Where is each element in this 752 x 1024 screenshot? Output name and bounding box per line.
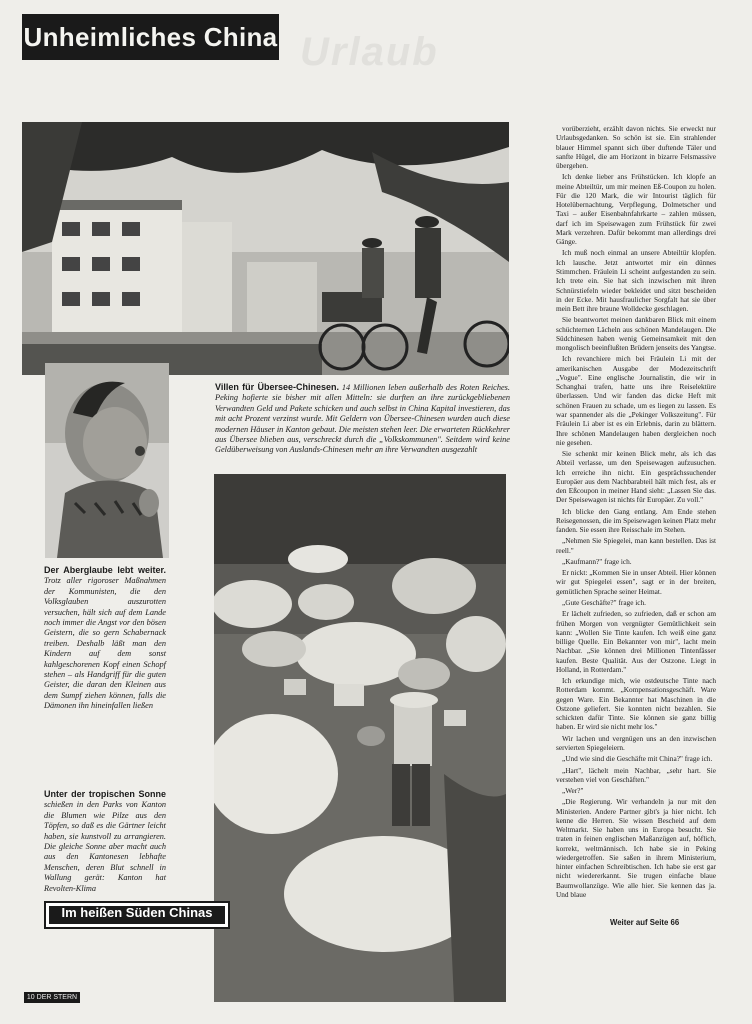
subheading-box [44, 901, 230, 929]
villas-photo [22, 122, 509, 375]
article-paragraph: „Nehmen Sie Spiegelei, man kann bestellen. Das ist reell." [556, 536, 716, 555]
article-paragraph: Sie schenkt mir keinen Blick mehr, als ich das Abteil verlasse, um den Speisewagen aufzusuchen. Ich erreiche ihn nicht. Ein gesprächssuchender Europäer aus dem Nachbarabteil hält mich fest, als er den Eßcoupon in meiner Hand sieht: „Lassen Sie das. Der Speisewagen ist nichts für Europäer. Zu voll." [556, 449, 716, 505]
page-footer: 10 DER STERN [24, 992, 80, 1003]
page-title: Unheimliches China [22, 14, 279, 60]
article-paragraph: Ich blicke den Gang entlang. Am Ende stehen Reisegenossen, die im Speisewagen keinen Platz mehr fanden. Sie essen ihre Reisschale im Stehen. [556, 506, 716, 535]
article-paragraph: „Gute Geschäfte?" frage ich. [562, 598, 647, 608]
flowers-caption-body: schießen in den Parks von Kanton die Blumen wie Pilze aus den Töpfen, so daß es die Gärtner leicht haben, sie kunstvoll zu arrangieren. Die gleiche Sonne aber macht auch aus den Kantonesen lebhafte Menschen, deren Blut schnell in Wallung gerät: Kanton hat Revolten-Klima [44, 800, 166, 893]
villas-caption-lead: Villen für Übersee-Chinesen. [215, 382, 339, 392]
article-paragraph: Er lächelt zufrieden, so zufrieden, daß er schon am frühen Morgen von vergnügter Gemütlichkeit sein kann: „Wollen Sie Tinte kaufen. Ich weiß eine ganz billige Quelle. Ein Bekannter von mir", lacht mein Nachbar. „Sie können drei Millionen Tintenfässer kaufen. Beste Qualität. Aus der Ostzone. Liegt in Holland, in Rotterdam." [556, 609, 716, 674]
child-caption-body: Trotz aller rigoroser Maßnahmen der Kommunisten, die den Volksglauben auszurotten versuchen, hält sich auf dem Lande noch immer die Angst vor den bösen Geistern, die so gern Schabernack treiben. Deshalb läßt man den Kindern auf dem sonst kahlgeschorenen Kopf einen Schopf stehen – als Handgriff für die guten Geister, die daran den Kleinen aus dem Sumpf ziehen können, falls die Dämonen ihn hineinfallen ließen [44, 576, 166, 711]
article-paragraph: „Kaufmann?" frage ich. [562, 556, 632, 566]
article-paragraph: Wir lachen und vergnügen uns an den inzwischen servierten Spiegeleiern. [556, 733, 716, 752]
villas-caption [215, 382, 510, 456]
article-paragraph: „Und wie sind die Geschäfte mit China?" frage ich. [562, 754, 713, 764]
article-paragraph: „Die Regierung. Wir verhandeln ja nur mit den Ministerien. Andere Partner gibt's ja hier nicht. Ich kenne die Herren. Sie wissen Bescheid auf dem Weltmarkt. Sie haben uns in Europa besucht. Sie traten in feinen englischen Maßanzügen auf, höflich, korrekt, weltmännisch. Ich habe sie in Peking wiedergetroffen. Sie saßen in ihrem Ministerium, hinter einfachen Schreibtischen. Ich habe sie erst gar nicht wiedererkannt. Sie trugen einfache blaue Baumwollanzüge. Wie alle hier. Sie kennen das ja. Und blaue [556, 797, 716, 899]
subheading: Im heißen Süden Chinas [49, 906, 225, 924]
article-paragraph: Ich revanchiere mich bei Fräulein Li mit der amerikanischen Ausgabe der Modezeitschrift „Vogue". Eine englische Journalistin, die wir in Schanghai trafen, hatte uns ihre Reiselektüre überlassen. Und wir fanden das dicke Heft mit schönen Frauen zu schade, um es liegen zu lassen. Es war spannender als die „Pekinger Volkszeitung". Für Fräulein Li aber ist es ein Erlebnis, darin zu blättern. Ihre schönen Mandelaugen haben dergleichen noch nie gesehen. [556, 354, 716, 447]
article-paragraph: Ich muß noch einmal an unsere Abteiltür klopfen. Ich lausche. Jetzt antwortet mir ein dünnes Stimmchen. Fräulein Li scheint aufgestanden zu sein. Ich trete ein. Sie hat sich inzwischen mit ihren Schnürstiefeln wieder bekleidet und sitzt bescheiden in der Ecke. Mit hausfraulicher Sorgfalt hat sie über mein Bett ihre braune Wolldecke geschlagen. [556, 248, 716, 314]
child-photo [45, 363, 169, 558]
child-caption-lead: Der Aberglaube lebt weiter. [44, 565, 166, 575]
article-paragraph: Sie beantwortet meinen dankbaren Blick mit einem schüchternen Lächeln aus schönen Mandelaugen. Die Südchinesen haben wenig Gemeinsamkeit mit den mongolisch beeinflußten Brüdern jenseits des Yangtse. [556, 315, 716, 353]
continued-note: Weiter auf Seite 66 [610, 918, 680, 927]
flowers-caption-lead: Unter der tropischen Sonne [44, 789, 166, 799]
villas-caption-body: 14 Millionen leben außerhalb des Roten Reiches. Peking hofierte sie bisher mit allen Mitteln: sie durften an ihre zurückgebliebenen Verwandten Geld und Pakete schicken und auch selbst in China Kapital investieren, das mit acht Prozent verzinst wurde. Mit Geldern von Übersee-Chinesen wurden auch diese modernen Häuser in Kanton gebaut. Die meisten stehen leer. Die erwarteten Rückkehrer aus Übersee blieben aus, verschreckt durch die „Volkskommunen". Seitdem wird keine Geldüberweisung von Auslands-Chinesen mehr an ihre Verwandten ausgezahlt [215, 383, 510, 455]
child-caption [44, 565, 166, 712]
ghost-headline: Urlaub [300, 30, 439, 74]
article-column [556, 124, 716, 901]
flowers-caption [44, 789, 166, 894]
article-paragraph: Er nickt: „Kommen Sie in unser Abteil. Hier können wir gut Spiegelei essen", sagt er in der breiten, gemütlichen Sprache seiner Heimat. [556, 568, 716, 596]
flowers-photo [214, 474, 506, 1002]
article-paragraph: „Wer?" [562, 786, 584, 796]
article-paragraph: Ich erkundige mich, wie ostdeutsche Tinte nach Rotterdam kommt. „Kompensationsgeschäft. Ware gegen Ware. Ein Bekannter hat Maschinen in die Ostzone geliefert. Sie konnten nicht bezahlen. Sie schickten dafür Tinte. Sie können sie ganz billig haben. Er wird sie nicht mehr los." [556, 676, 716, 732]
article-paragraph: Ich denke lieber ans Frühstücken. Ich klopfe an meine Abteiltür, um mir meinen Eß-Coupon zu holen. Für die 120 Mark, die wir Intourist täglich für Hotelübernachtung, Verpflegung, Dolmetscher und Taxi – außer Eisenbahnfahrkarte – zahlen müssen, darf ich im Speisewagen zum Frühstück für zwei Mark verzehren. Dafür bekommt man allerdings drei Gänge. [556, 172, 716, 247]
article-paragraph: „Hart", lächelt mein Nachbar, „sehr hart. Sie verstehen viel von Geschäften." [556, 765, 716, 784]
article-paragraph: vorüberzieht, erzählt davon nichts. Sie erweckt nur Urlaubsgedanken. So schön ist sie. Ein strahlender blauer Himmel spannt sich über duftende Täler und sanfte Hügel, die am Horizont in bizarre Felsmassive übergehen. [556, 124, 716, 171]
